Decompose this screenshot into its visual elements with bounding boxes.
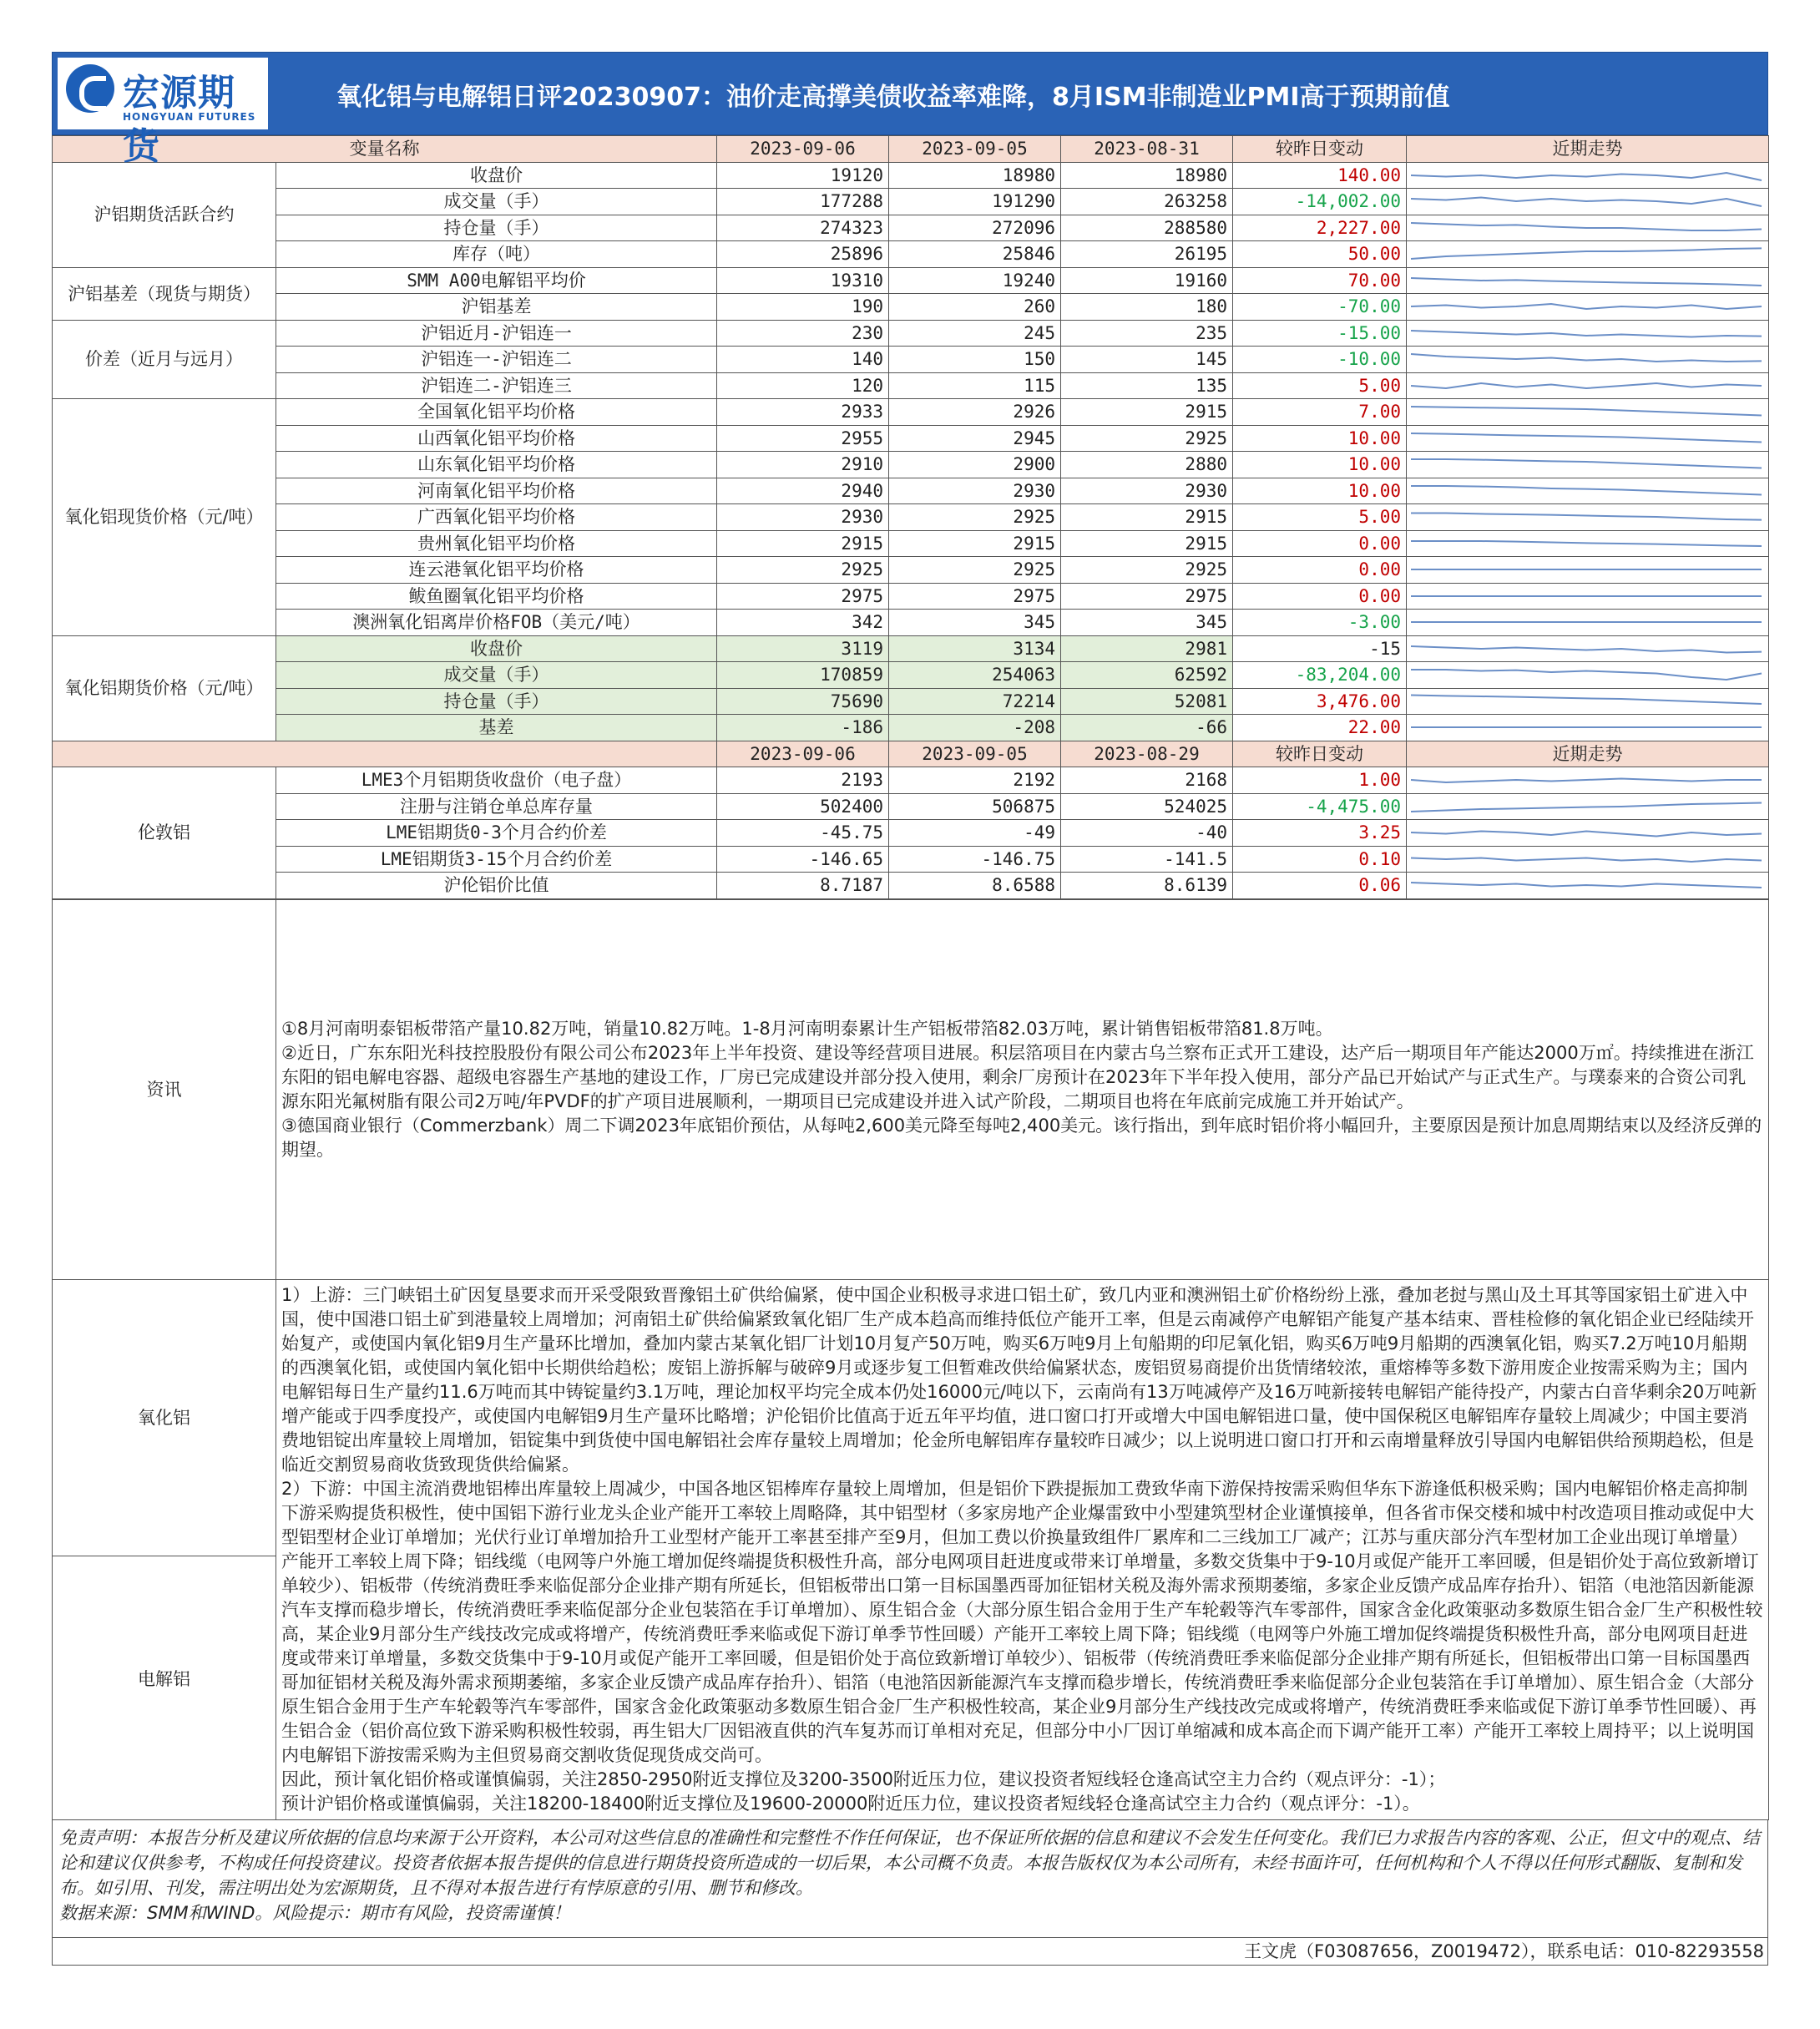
news-content — [276, 899, 1769, 1279]
trend-sparkline — [1407, 767, 1769, 794]
change-cell: 0.00 — [1233, 583, 1407, 610]
logo-mark-icon — [66, 64, 114, 113]
value-cell: 2915 — [1061, 530, 1233, 557]
trend-sparkline — [1407, 610, 1769, 636]
value-cell: 230 — [717, 320, 889, 347]
value-cell: 8.7187 — [717, 873, 889, 899]
value-cell: 2955 — [717, 425, 889, 452]
section-label: 伦敦铝 — [53, 767, 276, 899]
header-cell: 较昨日变动 — [1233, 136, 1407, 163]
disclaimer — [52, 1820, 1768, 1938]
change-cell: -14,002.00 — [1233, 189, 1407, 215]
change-cell: 50.00 — [1233, 241, 1407, 268]
value-cell: 2900 — [889, 452, 1061, 478]
value-cell: 2168 — [1061, 767, 1233, 794]
value-cell: 2930 — [717, 504, 889, 531]
alumina-label: 氧化铝 — [53, 1280, 276, 1556]
row-label: 收盘价 — [276, 635, 717, 662]
sparkline — [1411, 198, 1762, 207]
logo-en: HONGYUAN FUTURES — [123, 111, 256, 123]
analysis-paragraph: 2）下游：中国主流消费地铝棒出库量较上周减少，中国各地区铝棒库存量较上周增加，但是铝价下跌提振加工费致华南下游保持按需采购但华东下游逢低积极采购；国内电解铝价格走高抑制下游采购提货积极性，使中国铝下游行业龙头企业产能开工率较上周略降，其中铝型材（多家房地产企业爆雷致中小型建筑型材企业谨慎接单，但各省市保交楼和城中村改造项目推动或促中大型铝型材企业订单增加；光伏行业订单增加拾升工业型材产能开工率甚至排产至9月，但加工费以价换量致组件厂累库和二三线加工厂减产；江苏与重庆部分汽车型材加工企业出现订单增量）产能开工率较上周下降；铝线缆（电网等户外施工增加促终端提货积极性升高，部分电网项目赶进度或带来订单增量，多数交货集中于9-10月或促产能开工率回暖，但是铝价处于高位致新增订单较少）、铝板带（传统消费旺季来临促部分企业排产期有所延长，但铝板带出口第一目标国墨西哥加征铝材关税及海外需求预期萎缩，多家企业反馈产成品库存抬升）、铝箔（电池箔因新能源汽车支撑而稳步增长，传统消费旺季来临促部分企业包装箔在手订单增加）、原生铝合金（大部分原生铝合金用于生产车轮毂等汽车零部件，国家含金化政策驱动多数原生铝合金厂生产积极性较高，某企业9月部分生产线技改完成或将增产，传统消费旺季来临或促下游订单季节性回暖）产能开工率较上周下降；铝线缆（电网等户外施工增加促终端提货积极性升高，部分电网项目赶进度或带来订单增量，多数交货集中于9-10月或促产能开工率回暖，但是铝价处于高位致新增订单较少）、铝板带（传统消费旺季来临促部分企业排产期有所延长，但铝板带出口第一目标国墨西哥加征铝材关税及海外需求预期萎缩，多家企业反馈产成品库存抬升）、铝箔（电池箔因新能源汽车支撑而稳步增长，传统消费旺季来临促部分企业包装箔在手订单增加）、原生铝合金（大部分原生铝合金用于生产车轮毂等汽车零部件，国家含金化政策驱动多数原生铝合金厂生产积极性较高，某企业9月部分生产线技改完成或将增产，传统消费旺季来临或促下游订单季节性回暖）、再生铝合金（铝价高位致下游采购积极性较弱，再生铝大厂因铝液直供的汽车复苏而订单相对充足，但部分中小厂因订单缩减和成本高企而下调产能开工率）产能开工率较上周持平；以上说明国内电解铝下游按需采购为主但贸易商交割收货促现货成交尚可。 — [281, 1478, 1763, 1765]
value-cell: 177288 — [717, 189, 889, 215]
trend-sparkline — [1407, 583, 1769, 610]
table-row — [53, 189, 1769, 215]
table-row — [53, 767, 1769, 794]
value-cell: 191290 — [889, 189, 1061, 215]
value-cell: 2975 — [717, 583, 889, 610]
table-row — [53, 294, 1769, 321]
row-label: 广西氧化铝平均价格 — [276, 504, 717, 531]
value-cell: 19120 — [717, 162, 889, 189]
change-cell: 10.00 — [1233, 478, 1407, 504]
value-cell: 8.6139 — [1061, 873, 1233, 899]
sparkline — [1411, 695, 1762, 704]
trend-sparkline — [1407, 399, 1769, 426]
change-cell: 0.10 — [1233, 846, 1407, 873]
value-cell: 26195 — [1061, 241, 1233, 268]
trend-sparkline — [1407, 320, 1769, 347]
sparkline — [1411, 832, 1762, 837]
trend-sparkline — [1407, 530, 1769, 557]
analysis-paragraph: 因此，预计氧化铝价格或谨慎偏弱，关注2850-2950附近支撑位及3200-3500附近压力位，建议投资者短线轻仓逢高试空主力合约（观点评分：-1）； — [281, 1768, 1446, 1789]
sparkline — [1411, 670, 1762, 680]
table-row — [53, 241, 1769, 268]
row-label: SMM A00电解铝平均价 — [276, 267, 717, 294]
header-cell: 2023-08-31 — [1061, 136, 1233, 163]
sparkline — [1411, 541, 1762, 546]
trend-sparkline — [1407, 873, 1769, 899]
news-paragraph: ③德国商业银行（Commerzbank）周二下调2023年底铝价预估，从每吨2,600美元降至每吨2,400美元。该行指出，到年底时铝价将小幅回升，主要原因是预计加息周期结束以及经济反弹的期望。 — [281, 1115, 1762, 1160]
section-label: 价差（近月与远月） — [53, 320, 276, 399]
value-cell: 235 — [1061, 320, 1233, 347]
trend-sparkline — [1407, 452, 1769, 478]
sparkline — [1411, 646, 1762, 653]
analysis-paragraph: 预计沪铝价格或谨慎偏弱，关注18200-18400附近支撑位及19600-20000附近压力位，建议投资者短线轻仓逢高试空主力合约（观点评分：-1）。 — [281, 1793, 1420, 1814]
value-cell: 502400 — [717, 793, 889, 820]
value-cell: -186 — [717, 715, 889, 741]
table-row — [53, 635, 1769, 662]
value-cell: 2915 — [1061, 504, 1233, 531]
disclaimer-text: 免责声明：本报告分析及建议所依据的信息均来源于公开资料，本公司对这些信息的准确性和完整性不作任何保证，也不保证所依据的信息和建议不会发生任何变化。我们已力求报告内容的客观、公正，但文中的观点、结论和建议仅供参考，不构成任何投资建议。投资者依据本报告提供的信息进行期货投资所造成的一切后果，本公司概不负责。本报告版权仅为本公司所有，未经书面许可，任何机构和个人不得以任何形式翻版、复制和发布。如引用、刊发，需注明出处为宏源期货，且不得对本报告进行有悖原意的引用、删节和修改。 — [59, 1827, 1760, 1898]
row-label: 成交量（手） — [276, 189, 717, 215]
change-cell: 10.00 — [1233, 452, 1407, 478]
header-cell: 2023-09-05 — [889, 136, 1061, 163]
value-cell: 2925 — [1061, 425, 1233, 452]
value-cell: 2926 — [889, 399, 1061, 426]
row-label: 持仓量（手） — [276, 215, 717, 241]
sparkline — [1411, 223, 1762, 230]
trend-sparkline — [1407, 820, 1769, 847]
value-cell: 135 — [1061, 372, 1233, 399]
value-cell: 19240 — [889, 267, 1061, 294]
row-label: 连云港氧化铝平均价格 — [276, 557, 717, 584]
value-cell: 19310 — [717, 267, 889, 294]
header-cell: 2023-08-29 — [1061, 741, 1233, 767]
row-label: 注册与注销仓单总库存量 — [276, 793, 717, 820]
value-cell: 2910 — [717, 452, 889, 478]
trend-sparkline — [1407, 294, 1769, 321]
value-cell: 2880 — [1061, 452, 1233, 478]
change-cell: 5.00 — [1233, 504, 1407, 531]
row-label: 澳洲氧化铝离岸价格FOB（美元/吨） — [276, 610, 717, 636]
section-label: 沪铝基差（现货与期货） — [53, 267, 276, 320]
value-cell: 2915 — [717, 530, 889, 557]
row-label: LME3个月铝期货收盘价（电子盘） — [276, 767, 717, 794]
value-cell: 180 — [1061, 294, 1233, 321]
header-cell — [53, 741, 717, 767]
analysis-content — [276, 1279, 1769, 1819]
table-row — [53, 425, 1769, 452]
value-cell: 245 — [889, 320, 1061, 347]
value-cell: 19160 — [1061, 267, 1233, 294]
value-cell: -49 — [889, 820, 1061, 847]
trend-sparkline — [1407, 215, 1769, 241]
table-row — [53, 557, 1769, 584]
section-label: 氧化铝期货价格（元/吨） — [53, 635, 276, 741]
change-cell: 1.00 — [1233, 767, 1407, 794]
value-cell: 190 — [717, 294, 889, 321]
sparkline — [1411, 331, 1762, 337]
value-cell: 2192 — [889, 767, 1061, 794]
value-cell: 140 — [717, 347, 889, 373]
value-cell: 72214 — [889, 688, 1061, 715]
change-cell: 0.06 — [1233, 873, 1407, 899]
sparkline — [1411, 173, 1762, 180]
value-cell: 506875 — [889, 793, 1061, 820]
table-row — [53, 452, 1769, 478]
value-cell: 18980 — [1061, 162, 1233, 189]
report-title: 氧化铝与电解铝日评20230907：油价走高撑美债收益率难降，8月ISM非制造业PMI高于预期前值 — [336, 83, 1450, 112]
value-cell: 2915 — [889, 530, 1061, 557]
trend-sparkline — [1407, 688, 1769, 715]
trend-sparkline — [1407, 189, 1769, 215]
section-label: 沪铝期货活跃合约 — [53, 162, 276, 267]
value-cell: -66 — [1061, 715, 1233, 741]
change-cell: 22.00 — [1233, 715, 1407, 741]
value-cell: 345 — [1061, 610, 1233, 636]
row-label: 成交量（手） — [276, 662, 717, 689]
value-cell: 524025 — [1061, 793, 1233, 820]
value-cell: 52081 — [1061, 688, 1233, 715]
news-paragraph: ①8月河南明泰铝板带箔产量10.82万吨，销量10.82万吨。1-8月河南明泰累计生产铝板带箔82.03万吨，累计销售铝板带箔81.8万吨。 — [281, 1018, 1333, 1039]
row-label: 收盘价 — [276, 162, 717, 189]
value-cell: 145 — [1061, 347, 1233, 373]
row-label: 沪铝连二-沪铝连三 — [276, 372, 717, 399]
trend-sparkline — [1407, 662, 1769, 689]
logo-cn: 宏源期货 — [123, 72, 235, 168]
value-cell: 2930 — [1061, 478, 1233, 504]
table-row — [53, 846, 1769, 873]
value-cell: 254063 — [889, 662, 1061, 689]
change-cell: 7.00 — [1233, 399, 1407, 426]
market-table — [52, 135, 1769, 899]
value-cell: 2930 — [889, 478, 1061, 504]
table-row — [53, 478, 1769, 504]
value-cell: -40 — [1061, 820, 1233, 847]
value-cell: 3134 — [889, 635, 1061, 662]
table-row — [53, 504, 1769, 531]
row-label: 沪铝基差 — [276, 294, 717, 321]
sparkline — [1411, 407, 1762, 416]
row-label: LME铝期货0-3个月合约价差 — [276, 820, 717, 847]
sparkline — [1411, 433, 1762, 443]
value-cell: 62592 — [1061, 662, 1233, 689]
table-row — [53, 583, 1769, 610]
table-row — [53, 688, 1769, 715]
header-cell: 近期走势 — [1407, 136, 1769, 163]
analyst-contact: 王文虎（F03087656，Z0019472），联系电话：010-82293558 — [52, 1938, 1768, 1966]
change-cell: 10.00 — [1233, 425, 1407, 452]
sparkline — [1411, 278, 1762, 286]
value-cell: 120 — [717, 372, 889, 399]
report — [52, 52, 1768, 1966]
change-cell: -4,475.00 — [1233, 793, 1407, 820]
row-label: 河南氧化铝平均价格 — [276, 478, 717, 504]
row-label: 山西氧化铝平均价格 — [276, 425, 717, 452]
table-row — [53, 267, 1769, 294]
value-cell: 2193 — [717, 767, 889, 794]
change-cell: 0.00 — [1233, 557, 1407, 584]
value-cell: -208 — [889, 715, 1061, 741]
table-row — [53, 610, 1769, 636]
header-cell: 2023-09-06 — [717, 741, 889, 767]
sparkline — [1411, 858, 1762, 862]
change-cell: 140.00 — [1233, 162, 1407, 189]
value-cell: 18980 — [889, 162, 1061, 189]
value-cell: 25846 — [889, 241, 1061, 268]
sparkline — [1411, 779, 1762, 783]
sparkline — [1411, 883, 1762, 888]
value-cell: 272096 — [889, 215, 1061, 241]
analysis-paragraph: 1）上游：三门峡铝土矿因复垦要求而开采受限致晋豫铝土矿供给偏紧，使中国企业积极寻求进口铝土矿，致几内亚和澳洲铝土矿价格纷纷上涨，叠加老挝与黑山及土耳其等国家铝土矿进入中国，使中国港口铝土矿到港量较上周增加；河南铝土矿供给偏紧致氧化铝厂生产成本趋高而维持低位产能开工率，但是云南减停产电解铝产能复产基本结束、晋桂检修的氧化铝企业已经陆续开始复产，或使国内氧化铝9月生产量环比增加，叠加内蒙古某氧化铝厂计划10月复产50万吨，购买6万吨9月上旬船期的印尼氧化铝，购买6万吨9月船期的西澳氧化铝，购买7.2万吨10月船期的西澳氧化铝，或使国内氧化铝中长期供给趋松；废铝上游拆解与破碎9月或逐步复工但暂难改供给偏紧状态，废铝贸易商提价出货情绪较浓，重熔棒等多数下游用废企业按需采购为主；国内电解铝每日生产量约11.6万吨而其中铸锭量约3.1万吨，理论加权平均完全成本仍处16000元/吨以下，云南尚有13万吨减停产及16万吨新接转电解铝产能待投产，内蒙古白音华剩余20万吨新增产能或于四季度投产，或使国内电解铝9月生产量环比略增；沪伦铝价比值高于近五年平均值，进口窗口打开或增大中国电解铝进口量，使中国保税区电解铝库存量较上周减少；中国主要消费地铝锭出库量较上周增加，铝锭集中到货使中国电解铝社会库存量较上周增加；伦金所电解铝库存量较昨日减少；以上说明进口窗口打开和云南增量释放引导国内电解铝供给预期趋松，但是临近交割贸易商收货致现货供给偏紧。 — [281, 1284, 1757, 1475]
trend-sparkline — [1407, 635, 1769, 662]
news-paragraph: ②近日，广东东阳光科技控股股份有限公司公布2023年上半年投资、建设等经营项目进展。积层箔项目在内蒙古乌兰察布正式开工建设，达产后一期项目年产能达2000万㎡。持续推进在浙江东阳的铝电解电容器、超级电容器生产基地的建设工作，厂房已完成建设并部分投入使用，剩余厂房预计在2023年下半年投入使用，部分产品已开始试产与正式生产。与璞泰来的合资公司乳源东阳光氟树脂有限公司2万吨/年PVDF的扩产项目进展顺利，一期项目已完成建设并进入试产阶段，二期项目也将在年底前完成施工并开始试产。 — [281, 1042, 1754, 1111]
value-cell: 8.6588 — [889, 873, 1061, 899]
sparkline — [1411, 383, 1762, 388]
change-cell: -3.00 — [1233, 610, 1407, 636]
value-cell: 2940 — [717, 478, 889, 504]
value-cell: 274323 — [717, 215, 889, 241]
header-cell: 2023-09-06 — [717, 136, 889, 163]
change-cell: 5.00 — [1233, 372, 1407, 399]
aluminium-label: 电解铝 — [138, 1668, 190, 1689]
change-cell: -10.00 — [1233, 347, 1407, 373]
value-cell: 150 — [889, 347, 1061, 373]
trend-sparkline — [1407, 372, 1769, 399]
table-row — [53, 320, 1769, 347]
row-label: 全国氧化铝平均价格 — [276, 399, 717, 426]
table-row — [53, 162, 1769, 189]
change-cell: -15 — [1233, 635, 1407, 662]
table-row — [53, 215, 1769, 241]
value-cell: 2925 — [1061, 557, 1233, 584]
data-source: 数据来源：SMM和WIND。风险提示：期市有风险，投资需谨慎！ — [59, 1902, 571, 1923]
table-header-row — [53, 741, 1769, 767]
news-label: 资讯 — [53, 899, 276, 1279]
value-cell: 2933 — [717, 399, 889, 426]
value-cell: 75690 — [717, 688, 889, 715]
trend-sparkline — [1407, 347, 1769, 373]
table-row — [53, 372, 1769, 399]
value-cell: 263258 — [1061, 189, 1233, 215]
table-header-row — [53, 136, 1769, 163]
trend-sparkline — [1407, 267, 1769, 294]
change-cell: -83,204.00 — [1233, 662, 1407, 689]
trend-sparkline — [1407, 504, 1769, 531]
row-label: 山东氧化铝平均价格 — [276, 452, 717, 478]
value-cell: 170859 — [717, 662, 889, 689]
table-row — [53, 662, 1769, 689]
value-cell: 2915 — [1061, 399, 1233, 426]
value-cell: 288580 — [1061, 215, 1233, 241]
row-label: 鲅鱼圈氧化铝平均价格 — [276, 583, 717, 610]
value-cell: 3119 — [717, 635, 889, 662]
sparkline — [1411, 304, 1762, 309]
sparkline — [1411, 514, 1762, 520]
table-row — [53, 793, 1769, 820]
value-cell: 2945 — [889, 425, 1061, 452]
row-label: 基差 — [276, 715, 717, 741]
table-row — [53, 530, 1769, 557]
trend-sparkline — [1407, 425, 1769, 452]
value-cell: 2975 — [1061, 583, 1233, 610]
trend-sparkline — [1407, 793, 1769, 820]
sparkline — [1411, 354, 1762, 362]
trend-sparkline — [1407, 715, 1769, 741]
section-label: 氧化铝现货价格（元/吨） — [53, 399, 276, 636]
sparkline — [1411, 486, 1762, 495]
value-cell: 25896 — [717, 241, 889, 268]
trend-sparkline — [1407, 241, 1769, 268]
value-cell: -146.65 — [717, 846, 889, 873]
value-cell: -45.75 — [717, 820, 889, 847]
trend-sparkline — [1407, 557, 1769, 584]
change-cell: -15.00 — [1233, 320, 1407, 347]
value-cell: 2925 — [717, 557, 889, 584]
value-cell: 342 — [717, 610, 889, 636]
sparkline — [1411, 802, 1762, 812]
change-cell: 0.00 — [1233, 530, 1407, 557]
sparkline — [1411, 249, 1762, 260]
value-cell: 345 — [889, 610, 1061, 636]
trend-sparkline — [1407, 478, 1769, 504]
table-row — [53, 820, 1769, 847]
change-cell: -70.00 — [1233, 294, 1407, 321]
text-table — [52, 899, 1769, 1820]
value-cell: 115 — [889, 372, 1061, 399]
row-label: 沪伦铝价比值 — [276, 873, 717, 899]
row-label: 沪铝连一-沪铝连二 — [276, 347, 717, 373]
table-row — [53, 715, 1769, 741]
value-cell: 2925 — [889, 504, 1061, 531]
change-cell: 70.00 — [1233, 267, 1407, 294]
row-label: 沪铝近月-沪铝连一 — [276, 320, 717, 347]
header-cell: 较昨日变动 — [1233, 741, 1407, 767]
table-row — [53, 399, 1769, 426]
value-cell: -146.75 — [889, 846, 1061, 873]
value-cell: 2981 — [1061, 635, 1233, 662]
trend-sparkline — [1407, 846, 1769, 873]
value-cell: 2925 — [889, 557, 1061, 584]
change-cell: 3,476.00 — [1233, 688, 1407, 715]
sparkline — [1411, 459, 1762, 468]
company-logo — [58, 58, 268, 168]
header-cell: 2023-09-05 — [889, 741, 1061, 767]
row-label: 持仓量（手） — [276, 688, 717, 715]
value-cell: -141.5 — [1061, 846, 1233, 873]
trend-sparkline — [1407, 162, 1769, 189]
header-cell: 变量名称 — [53, 136, 717, 163]
value-cell: 2975 — [889, 583, 1061, 610]
row-label: 贵州氧化铝平均价格 — [276, 530, 717, 557]
row-label: 库存（吨） — [276, 241, 717, 268]
header-cell: 近期走势 — [1407, 741, 1769, 767]
change-cell: 3.25 — [1233, 820, 1407, 847]
table-row — [53, 347, 1769, 373]
table-row — [53, 873, 1769, 899]
row-label: LME铝期货3-15个月合约价差 — [276, 846, 717, 873]
change-cell: 2,227.00 — [1233, 215, 1407, 241]
value-cell: 260 — [889, 294, 1061, 321]
